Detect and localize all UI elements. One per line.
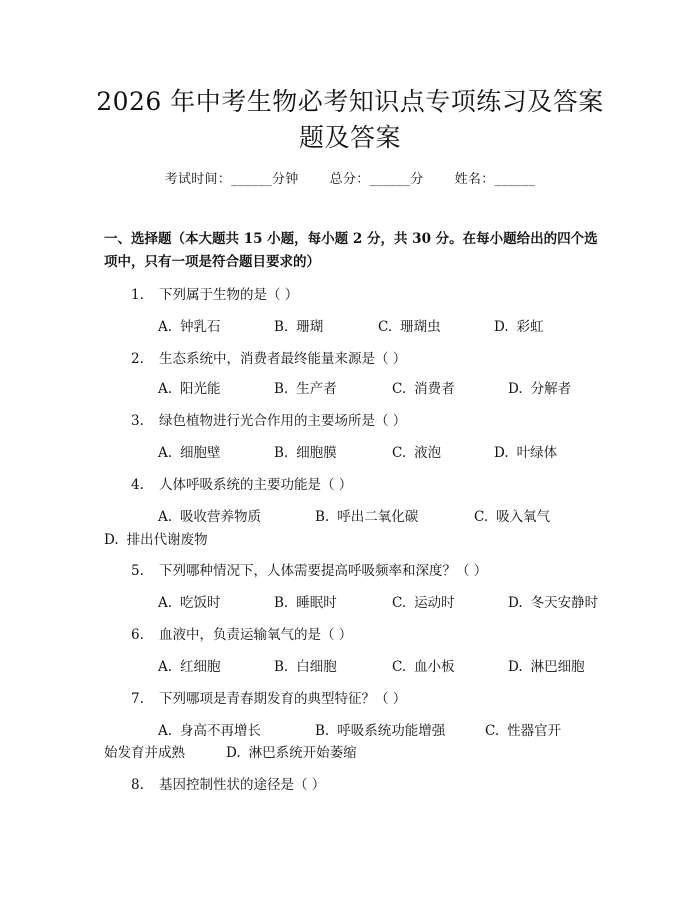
question-1 bbox=[131, 283, 298, 303]
question-text: 生态系统中，消费者最终能量来源是（ ） bbox=[159, 351, 407, 367]
option-d: D. 叶绿体 bbox=[494, 445, 558, 461]
question-number: 4. bbox=[131, 477, 144, 493]
option-b: B. 白细胞 bbox=[274, 659, 337, 675]
question-3 bbox=[131, 409, 406, 429]
question-8 bbox=[131, 773, 325, 793]
option-b: B. 细胞膜 bbox=[274, 445, 337, 461]
option-b: B. 生产者 bbox=[274, 381, 337, 397]
option-c: C. 吸入氧气 bbox=[474, 509, 551, 525]
option-d: D. 淋巴细胞 bbox=[508, 659, 585, 675]
option-d: D. 分解者 bbox=[508, 381, 572, 397]
option-c: C. 消费者 bbox=[392, 381, 455, 397]
option-a: A. 阳光能 bbox=[158, 381, 221, 397]
question-number: 5. bbox=[131, 563, 144, 579]
page-title-line-2: 题及答案 bbox=[298, 123, 401, 152]
student-name-field: 姓名：______ bbox=[454, 172, 536, 187]
option-d: D. 排出代谢废物 bbox=[104, 532, 208, 548]
question-number: 3. bbox=[131, 413, 144, 429]
option-b: B. 睡眠时 bbox=[274, 595, 337, 611]
question-5 bbox=[131, 559, 487, 579]
question-text: 人体呼吸系统的主要功能是（ ） bbox=[159, 477, 353, 493]
question-number: 7. bbox=[131, 691, 144, 707]
option-b: B. 呼出二氧化碳 bbox=[315, 509, 419, 525]
option-d: D. 彩虹 bbox=[494, 319, 544, 335]
question-text: 基因控制性状的途径是（ ） bbox=[159, 777, 326, 793]
option-a: A. 吃饭时 bbox=[158, 595, 221, 611]
option-c: C. 性器官开 bbox=[104, 719, 600, 739]
option-a: A. 红细胞 bbox=[158, 659, 221, 675]
question-7 bbox=[131, 687, 406, 707]
question-number: 6. bbox=[131, 627, 144, 643]
total-score-field: 总分：______分 bbox=[329, 172, 424, 187]
option-c-text: 性器官开 bbox=[507, 723, 562, 739]
question-text: 下列哪项是青春期发育的典型特征？（ ） bbox=[159, 691, 407, 707]
option-a: A. 吸收营养物质 bbox=[158, 509, 262, 525]
question-number: 1. bbox=[131, 287, 144, 303]
question-text: 绿色植物进行光合作用的主要场所是（ ） bbox=[159, 413, 407, 429]
option-c-continuation: 始发育并成熟 bbox=[104, 745, 185, 761]
question-text: 血液中，负责运输氧气的是（ ） bbox=[159, 627, 353, 643]
option-c: C. 血小板 bbox=[392, 659, 455, 675]
question-4 bbox=[131, 473, 352, 493]
question-2 bbox=[131, 347, 406, 367]
question-6 bbox=[131, 623, 352, 643]
exam-info-line bbox=[0, 168, 700, 187]
question-text: 下列哪种情况下，人体需要提高呼吸频率和深度？（ ） bbox=[159, 563, 488, 579]
option-a: A. 细胞壁 bbox=[158, 445, 221, 461]
option-b: B. 珊瑚 bbox=[274, 319, 324, 335]
question-number: 8. bbox=[131, 777, 144, 793]
option-c: C. 运动时 bbox=[392, 595, 455, 611]
option-a: A. 钟乳石 bbox=[158, 319, 221, 335]
option-c: C. 珊瑚虫 bbox=[378, 319, 441, 335]
option-d: D. 淋巴系统开始萎缩 bbox=[226, 745, 357, 761]
exam-time-field: 考试时间：______分钟 bbox=[164, 172, 299, 187]
section-heading: 一、选择题（本大题共 15 小题，每小题 2 分，共 30 分。在每小题给出的四个选项中，只有一项是符合题目要求的） bbox=[104, 231, 598, 270]
option-b: B. 呼吸系统功能增强 bbox=[315, 723, 446, 739]
page-title-line-1: 2026 年中考生物必考知识点专项练习及答案 bbox=[96, 87, 604, 116]
option-d: D. 冬天安静时 bbox=[508, 595, 599, 611]
question-text: 下列属于生物的是（ ） bbox=[159, 287, 299, 303]
option-a: A. 身高不再增长 bbox=[158, 723, 262, 739]
question-number: 2. bbox=[131, 351, 144, 367]
option-c: C. 液泡 bbox=[392, 445, 442, 461]
